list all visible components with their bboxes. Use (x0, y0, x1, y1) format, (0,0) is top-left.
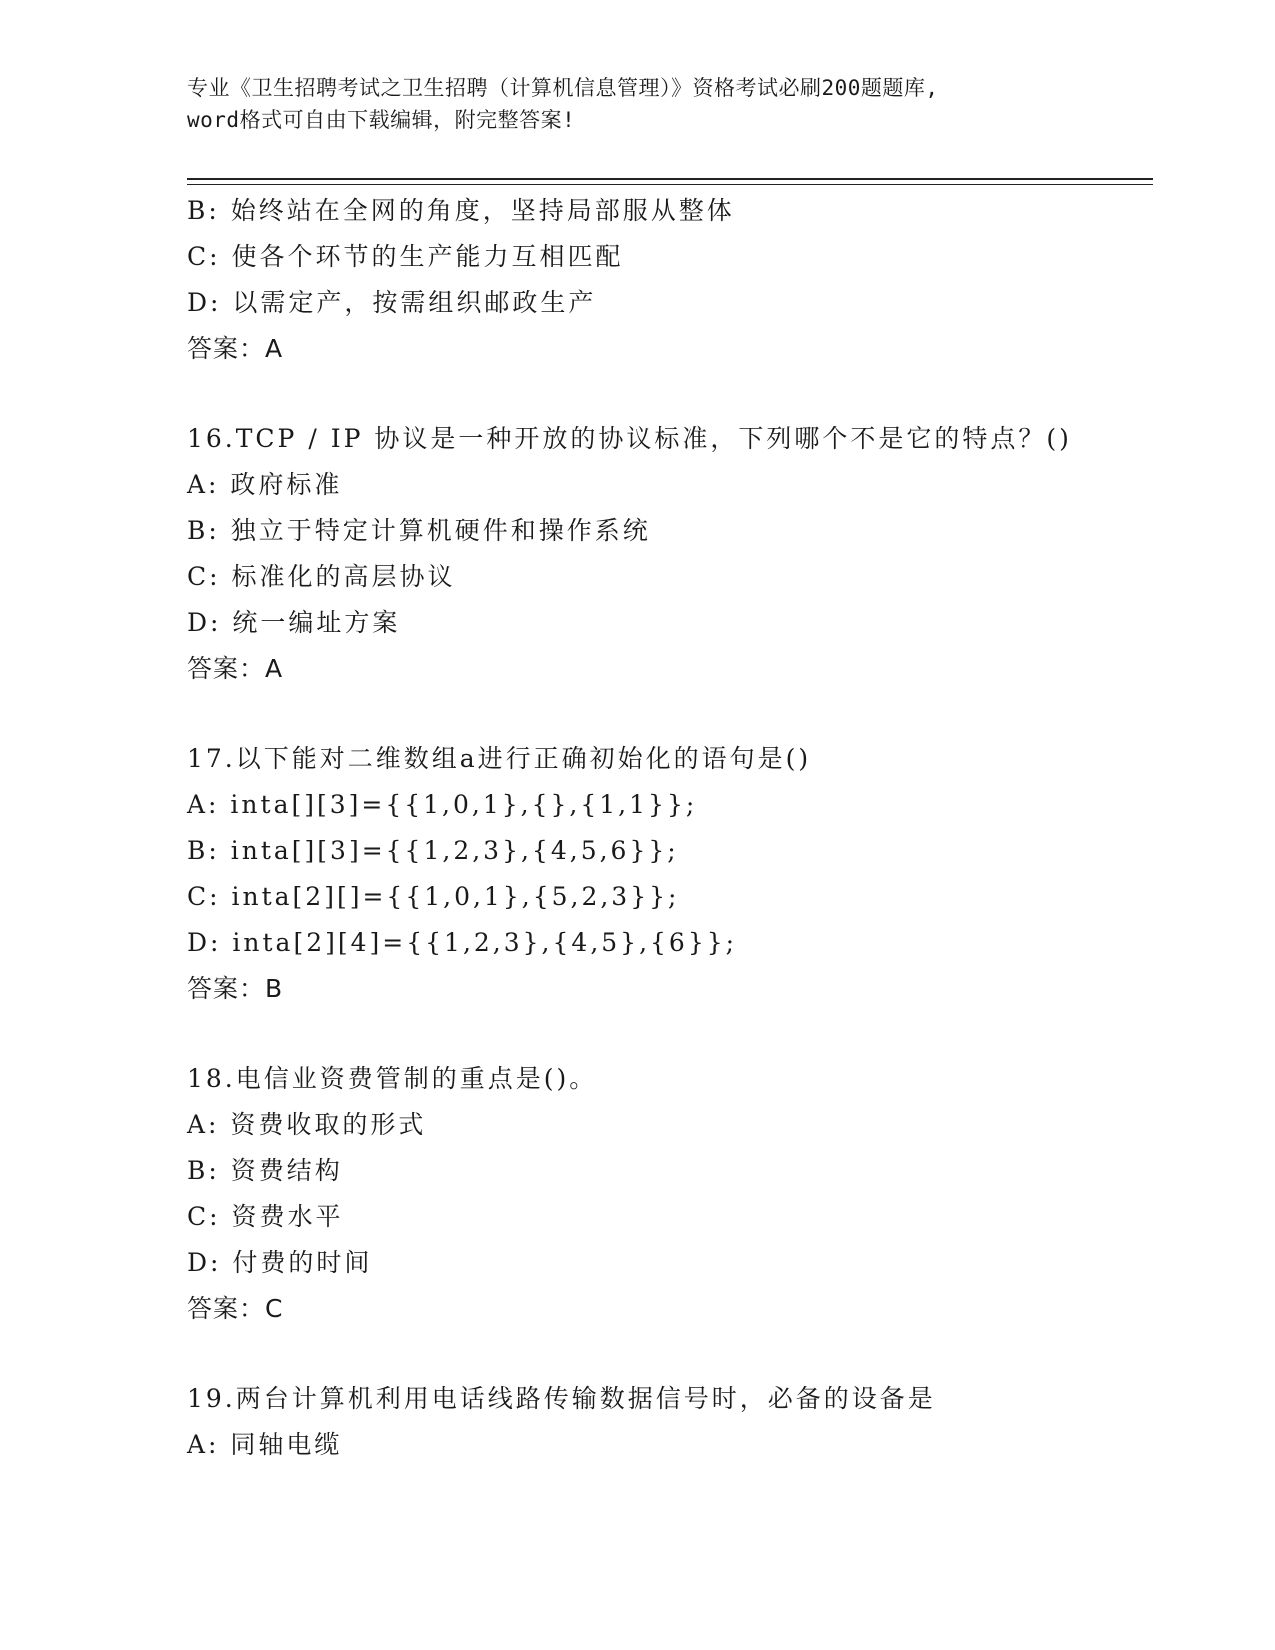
option-a: A: 政府标准 (187, 470, 343, 499)
question-continuation (187, 188, 1153, 372)
header-divider-thick (187, 178, 1153, 180)
spacer (187, 1332, 1153, 1376)
answer: 答案：A (187, 654, 284, 683)
question-stem: 19.两台计算机利用电话线路传输数据信号时，必备的设备是 (187, 1384, 936, 1413)
option-c: C: 资费水平 (187, 1202, 344, 1231)
question-stem: 17.以下能对二维数组a进行正确初始化的语句是() (187, 744, 812, 773)
header-line-1: 专业《卫生招聘考试之卫生招聘（计算机信息管理）》资格考试必刷200题题库, (187, 76, 939, 100)
answer: 答案：A (187, 334, 284, 363)
question-stem: 16.TCP / IP 协议是一种开放的协议标准，下列哪个不是它的特点？() (187, 424, 1072, 453)
spacer (187, 692, 1153, 736)
option-b: B: inta[][3]={{1,2,3},{4,5,6}}; (187, 836, 679, 865)
option-d: D: 统一编址方案 (187, 608, 401, 637)
question-16 (187, 416, 1153, 692)
option-d: D: 付费的时间 (187, 1248, 373, 1277)
option-b: B: 独立于特定计算机硬件和操作系统 (187, 516, 651, 545)
option-d: D: inta[2][4]={{1,2,3},{4,5},{6}}; (187, 928, 738, 957)
option-c: C: 标准化的高层协议 (187, 562, 456, 591)
option-a: A: 资费收取的形式 (187, 1110, 427, 1139)
option-c: C: inta[2][]={{1,0,1},{5,2,3}}; (187, 882, 680, 911)
question-stem: 18.电信业资费管制的重点是()。 (187, 1064, 598, 1093)
document-body (187, 188, 1153, 1468)
option-a: A: 同轴电缆 (187, 1430, 343, 1459)
option-d: D: 以需定产，按需组织邮政生产 (187, 288, 597, 317)
spacer (187, 372, 1153, 416)
question-19 (187, 1376, 1153, 1468)
option-a: A: inta[][3]={{1,0,1},{},{1,1}}; (187, 790, 698, 819)
question-18 (187, 1056, 1153, 1332)
header-divider-thin (187, 184, 1153, 185)
option-b: B: 始终站在全网的角度，坚持局部服从整体 (187, 196, 735, 225)
header-line-2: word格式可自由下载编辑，附完整答案! (187, 108, 576, 132)
answer: 答案：C (187, 1294, 284, 1323)
spacer (187, 1012, 1153, 1056)
option-b: B: 资费结构 (187, 1156, 343, 1185)
question-17 (187, 736, 1153, 1012)
answer: 答案：B (187, 974, 284, 1003)
document-header (187, 72, 1107, 136)
option-c: C: 使各个环节的生产能力互相匹配 (187, 242, 624, 271)
